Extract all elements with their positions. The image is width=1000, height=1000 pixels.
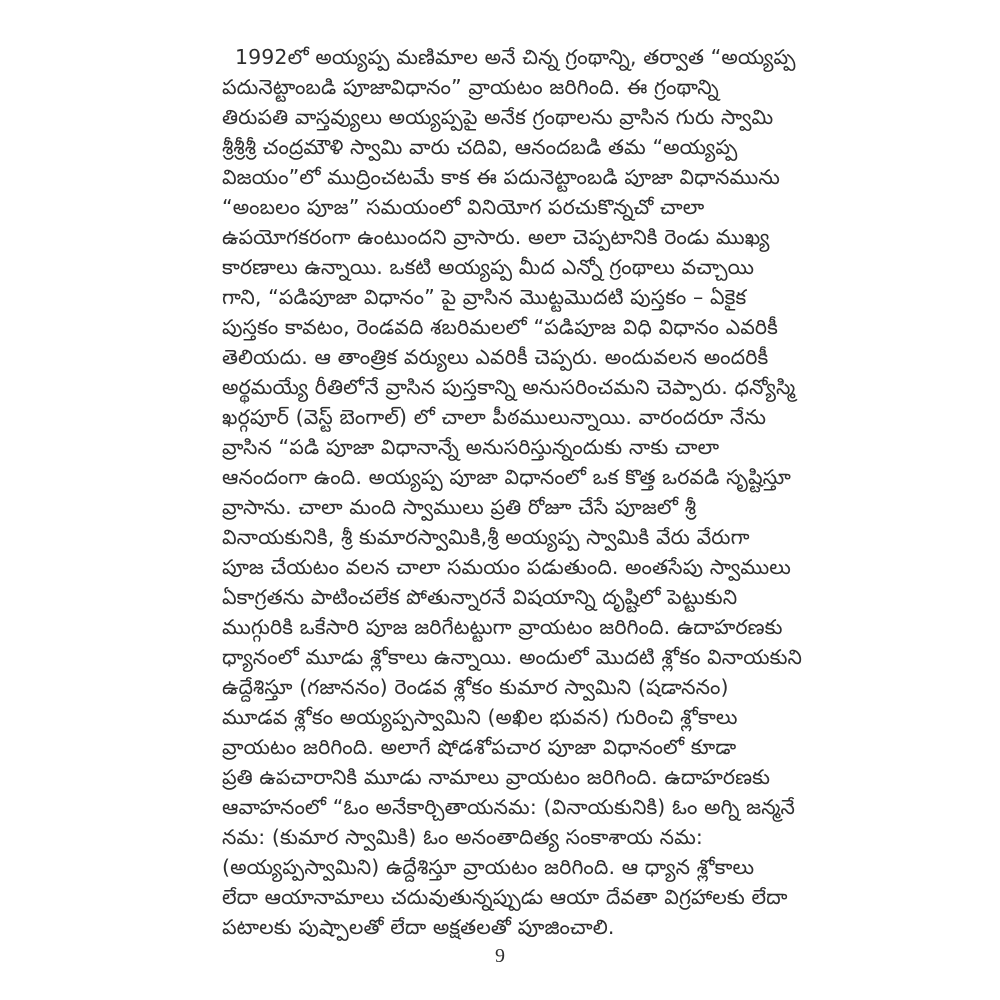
text-line: ధ్యానంలో మూడు శ్లోకాలు ఉన్నాయి. అందులో మొదటి శ్లోకం వినాయకుని xyxy=(222,645,803,669)
text-line: గాని, “పడిపూజా విధానం” పై వ్రాసిన మొట్టమొదటి పుస్తకం – ఏకైక xyxy=(222,285,747,309)
text-line: ముగ్గురికి ఒకేసారి పూజ జరిగేటట్టుగా వ్రాయటం జరిగింది. ఉదాహరణకు xyxy=(222,615,783,639)
text-line: పదునెట్టాంబడి పూజావిధానం” వ్రాయటం జరిగింది. ఈ గ్రంథాన్ని xyxy=(222,75,719,99)
text-line: మూడవ శ్లోకం అయ్యప్పస్వామిని (అఖిల భువన) గురించి శ్లోకాలు xyxy=(222,705,738,729)
body-text xyxy=(222,42,803,942)
text-line: ప్రతి ఉపచారానికి మూడు నామాలు వ్రాయటం జరిగింది. ఉదాహరణకు xyxy=(222,765,771,789)
text-line: వినాయకునికి, శ్రీ కుమారస్వామికి,శ్రీ అయ్యప్ప స్వామికి వేరు వేరుగా xyxy=(222,525,750,549)
text-line: ఉద్దేశిస్తూ (గజాననం) రెండవ శ్లోకం కుమార స్వామిని (షడాననం) xyxy=(222,675,729,699)
text-line: పూజ చేయటం వలన చాలా సమయం పడుతుంది. అంతసేపు స్వాములు xyxy=(222,555,791,579)
text-line: విజయం”లో ముద్రించటమే కాక ఈ పదునెట్టాంబడి పూజా విధానమును xyxy=(222,165,780,189)
text-line: కారణాలు ఉన్నాయి. ఒకటి అయ్యప్ప మీద ఎన్నో గ్రంథాలు వచ్చాయి xyxy=(222,255,755,279)
text-line: అర్థమయ్యే రీతిలోనే వ్రాసిన పుస్తకాన్ని అనుసరించమని చెప్పారు. ధన్యోస్మి xyxy=(222,375,796,399)
text-line: తిరుపతి వాస్తవ్యులు అయ్యప్పపై అనేక గ్రంథాలను వ్రాసిన గురు స్వామి xyxy=(222,105,774,129)
text-line: ఏకాగ్రతను పాటించలేక పోతున్నారనే విషయాన్ని దృష్టిలో పెట్టుకుని xyxy=(222,585,738,609)
text-line: (అయ్యప్పస్వామిని) ఉద్దేశిస్తూ వ్రాయటం జరిగింది. ఆ ధ్యాన శ్లోకాలు xyxy=(222,855,755,879)
text-line: “అంబలం పూజ” సమయంలో వినియోగ పరచుకొన్నచో చాలా xyxy=(222,195,705,219)
text-line: శ్రీశ్రీశ్రీ చంద్రమౌళి స్వామి వారు చదివి, ఆనందబడి తమ “అయ్యప్ప xyxy=(222,135,738,159)
text-line: లేదా ఆయానామాలు చదువుతున్నప్పుడు ఆయా దేవతా విగ్రహాలకు లేదా xyxy=(222,885,788,909)
text-line: ఖర్గపూర్ (వెస్ట్ బెంగాల్) లో చాలా పీఠములున్నాయి. వారందరూ నేను xyxy=(222,405,767,429)
page-number: 9 xyxy=(495,945,505,967)
text-line: ఆవాహనంలో “ఓం అనేకార్చితాయనమ: (వినాయకునికి) ఓం అగ్ని జన్మనే xyxy=(222,795,796,819)
text-line: నమ: (కుమార స్వామికి) ఓం అనంతాదిత్య సంకాశాయ నమ: xyxy=(222,825,703,849)
text-line: వ్రాయటం జరిగింది. అలాగే షోడశోపచార పూజా విధానంలో కూడా xyxy=(222,735,737,759)
text-line: తెలియదు. ఆ తాంత్రిక వర్యులు ఎవరికీ చెప్పరు. అందువలన అందరికీ xyxy=(222,345,769,369)
text-line: పటాలకు పుష్పాలతో లేదా అక్షతలతో పూజించాలి. xyxy=(222,915,615,939)
text-line: ఆనందంగా ఉంది. అయ్యప్ప పూజా విధానంలో ఒక కొత్త ఒరవడి సృష్టిస్తూ xyxy=(222,465,791,489)
text-line: 1992లో అయ్యప్ప మణిమాల అనే చిన్న గ్రంథాన్ని, తర్వాత “అయ్యప్ప xyxy=(235,45,796,69)
text-line: ఉపయోగకరంగా ఉంటుందని వ్రాసారు. అలా చెప్పటానికి రెండు ముఖ్య xyxy=(222,225,770,249)
text-line: వ్రాసాను. చాలా మంది స్వాములు ప్రతి రోజూ చేసే పూజలో శ్రీ xyxy=(222,495,697,519)
text-line: వ్రాసిన “పడి పూజా విధానాన్నే అనుసరిస్తున్నందుకు నాకు చాలా xyxy=(222,435,720,459)
text-line: పుస్తకం కావటం, రెండవది శబరిమలలో “పడిపూజ విధి విధానం ఎవరికీ xyxy=(222,315,778,339)
